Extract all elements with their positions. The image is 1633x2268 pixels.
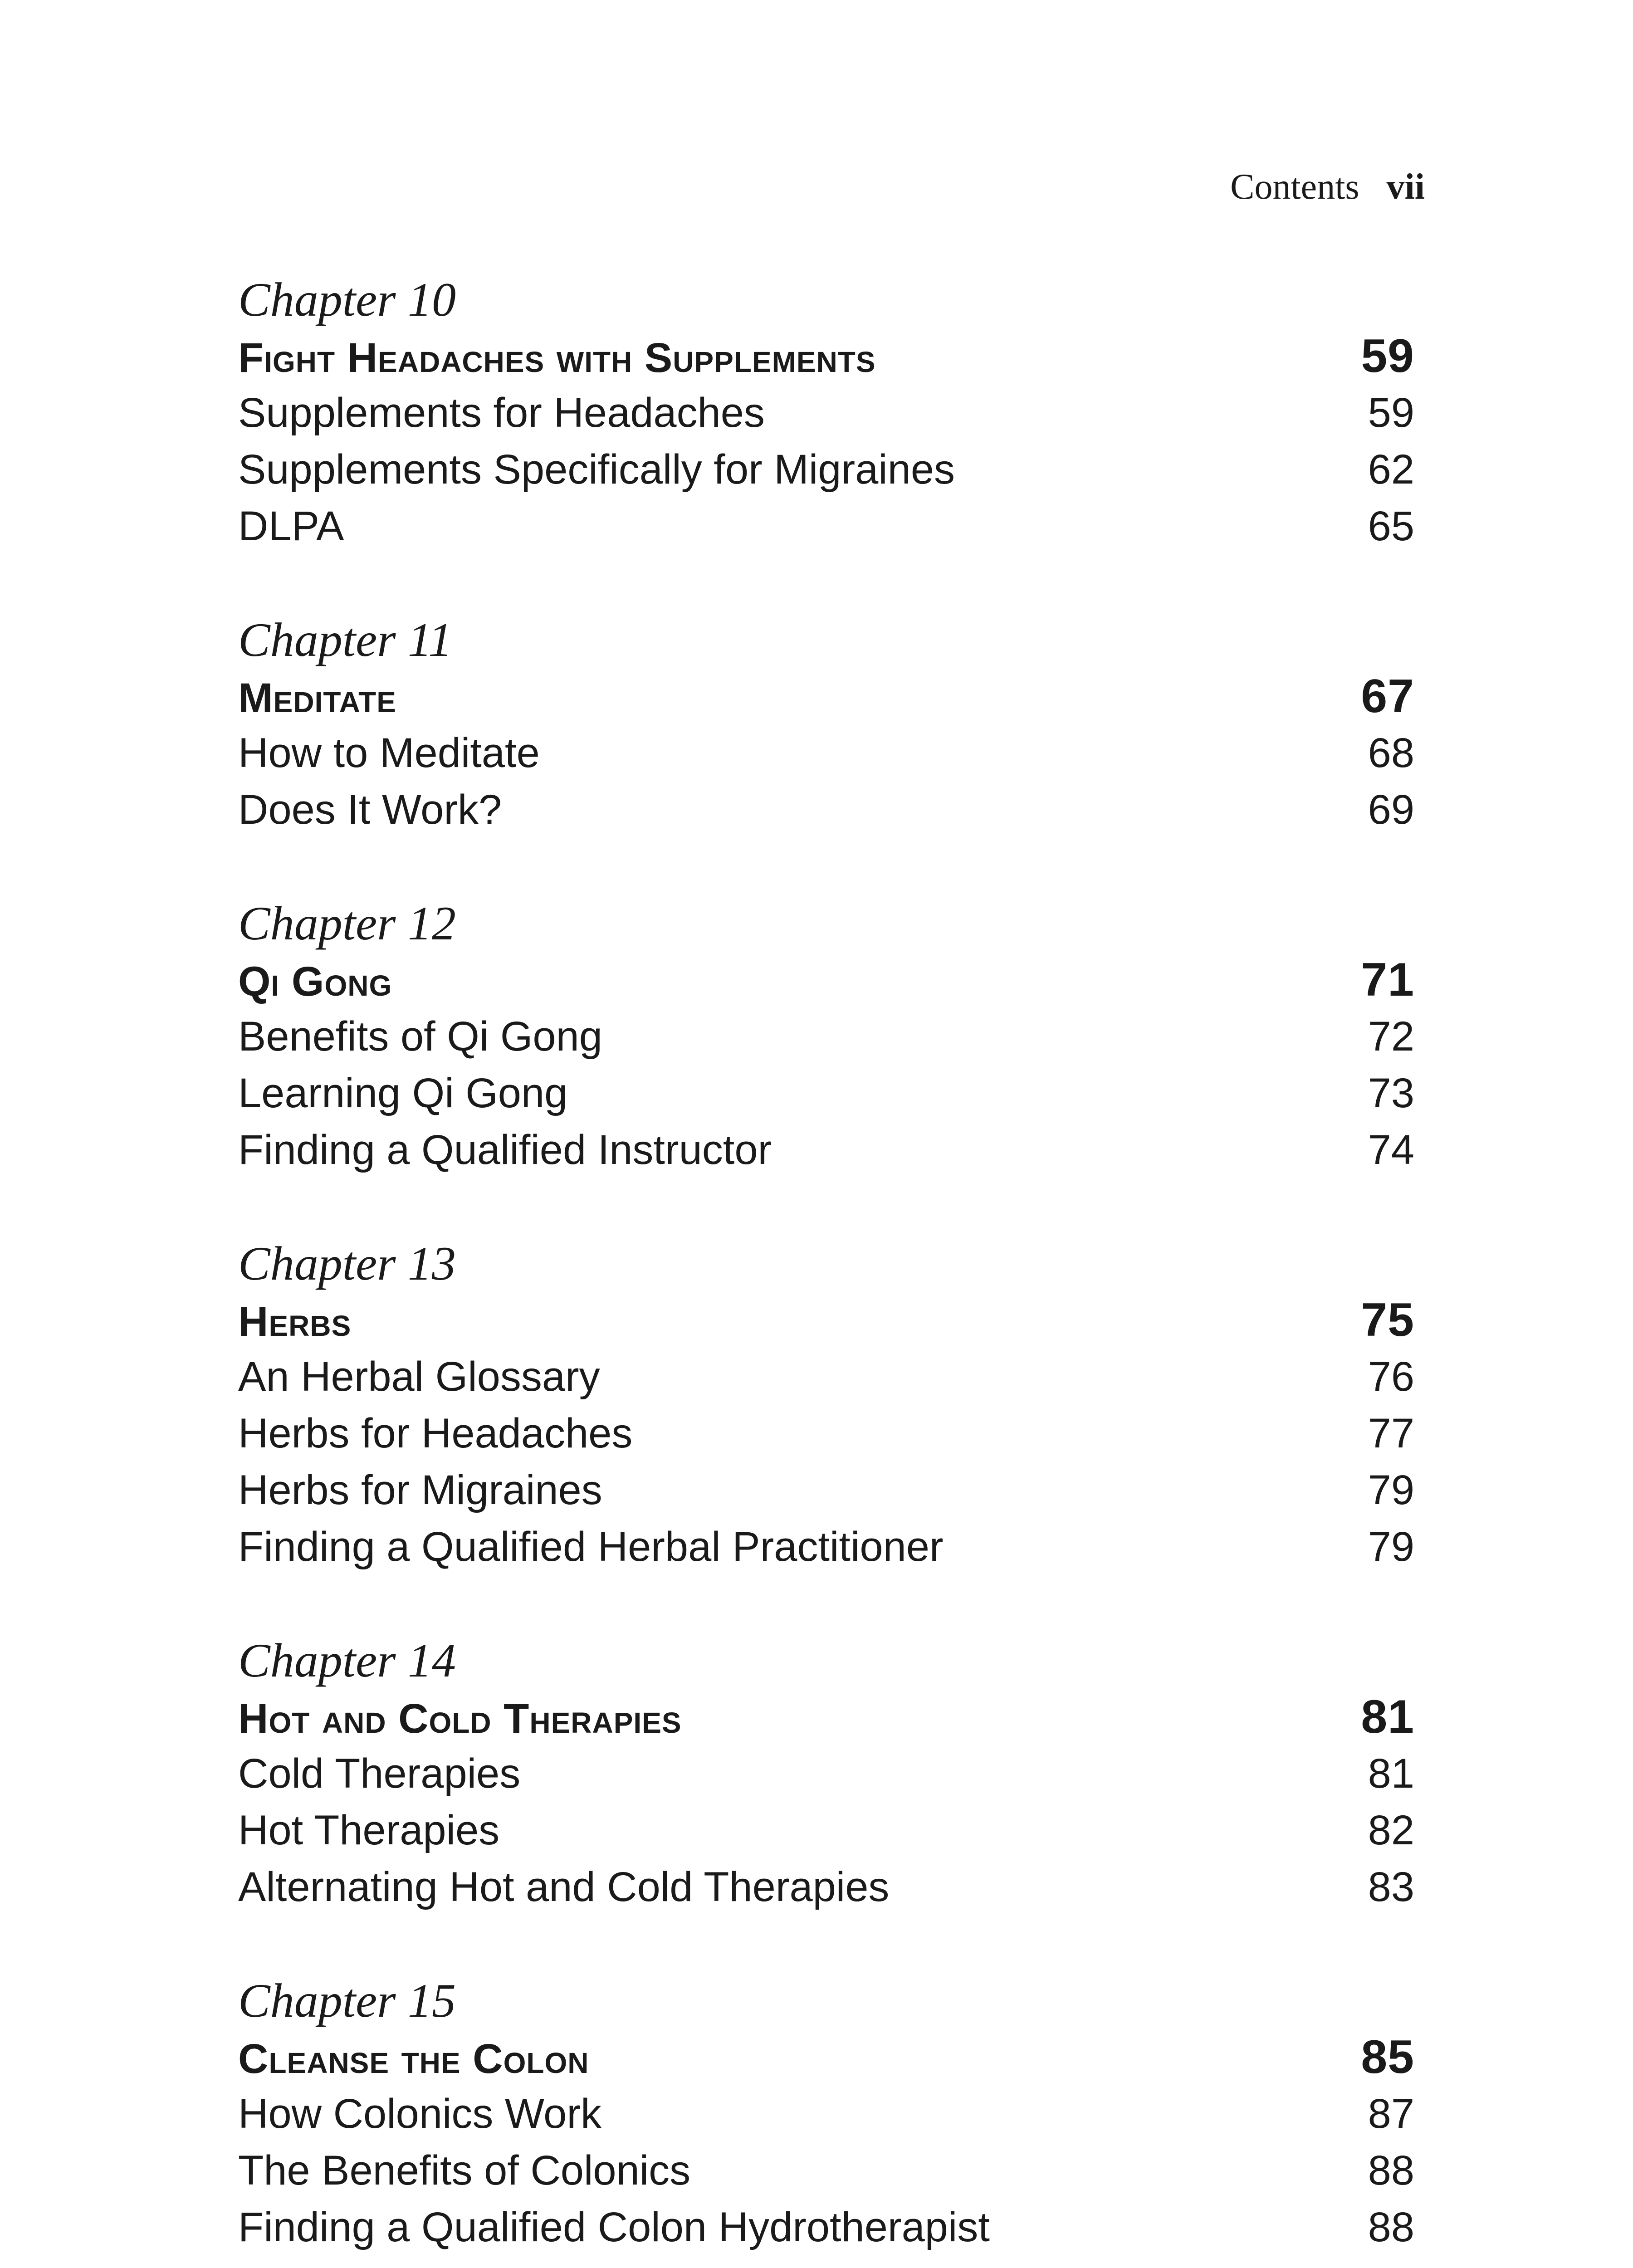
- chapter-title-row[interactable]: [238, 668, 1414, 725]
- toc-entry[interactable]: [238, 2142, 1414, 2199]
- toc-entry[interactable]: [238, 2199, 1414, 2256]
- entry-text: Hot Therapies: [238, 1807, 500, 1853]
- toc-entry[interactable]: [238, 1802, 1414, 1859]
- chapter-label: Chapter 13: [238, 1237, 456, 1290]
- chapter-title: Cleanse the Colon: [238, 2036, 589, 2082]
- entry-page-number: 59: [1368, 390, 1414, 436]
- chapter-title-row[interactable]: [238, 2029, 1414, 2086]
- toc-entry[interactable]: [238, 1462, 1414, 1519]
- entry-text: Cold Therapies: [238, 1750, 521, 1797]
- entry-text: DLPA: [238, 503, 344, 549]
- toc-entry[interactable]: [238, 498, 1414, 555]
- entry-text: Herbs for Headaches: [238, 1410, 633, 1457]
- chapter-title: Qi Gong: [238, 958, 392, 1005]
- chapter-section: [238, 1632, 1414, 1916]
- chapter-page-number: 59: [1361, 330, 1414, 382]
- chapter-section: [238, 271, 1414, 555]
- chapter-title-row[interactable]: [238, 1689, 1414, 1745]
- chapter-title-row[interactable]: [238, 328, 1414, 385]
- entry-text: How Colonics Work: [238, 2091, 601, 2137]
- toc-entry[interactable]: [238, 1008, 1414, 1065]
- entry-text: Herbs for Migraines: [238, 1467, 602, 1513]
- toc-entry[interactable]: [238, 782, 1414, 838]
- toc-entry[interactable]: [238, 1859, 1414, 1916]
- toc-entry[interactable]: [238, 385, 1414, 441]
- toc-entry[interactable]: [238, 2086, 1414, 2142]
- chapter-label: Chapter 11: [238, 613, 453, 666]
- entry-page-number: 88: [1368, 2147, 1414, 2194]
- chapter-section: [238, 1235, 1414, 1575]
- chapter-section: [238, 611, 1414, 838]
- toc-entry[interactable]: [238, 725, 1414, 782]
- chapter-page-number: 81: [1361, 1691, 1414, 1743]
- entry-page-number: 68: [1368, 730, 1414, 776]
- entry-page-number: 82: [1368, 1807, 1414, 1853]
- chapter-label: Chapter 15: [238, 1974, 456, 2027]
- entry-page-number: 72: [1368, 1013, 1414, 1060]
- entry-page-number: 88: [1368, 2204, 1414, 2250]
- chapter-label: Chapter 14: [238, 1634, 456, 1687]
- entry-page-number: 79: [1368, 1467, 1414, 1513]
- chapter-page-number: 67: [1361, 670, 1414, 723]
- toc-entry[interactable]: [238, 441, 1414, 498]
- chapter-section: [238, 895, 1414, 1178]
- entry-text: Benefits of Qi Gong: [238, 1013, 602, 1060]
- toc-entry[interactable]: [238, 1745, 1414, 1802]
- entry-page-number: 62: [1368, 446, 1414, 493]
- toc-entry[interactable]: [238, 1405, 1414, 1462]
- entry-text: Alternating Hot and Cold Therapies: [238, 1864, 890, 1910]
- table-of-contents: [238, 271, 1414, 2268]
- toc-entry[interactable]: [238, 1349, 1414, 1405]
- chapter-label: Chapter 10: [238, 273, 456, 326]
- entry-page-number: 79: [1368, 1524, 1414, 1570]
- page-folio: vii: [1386, 167, 1425, 207]
- chapter-page-number: 75: [1361, 1294, 1414, 1346]
- entry-text: An Herbal Glossary: [238, 1354, 600, 1400]
- entry-text: The Benefits of Colonics: [238, 2147, 691, 2194]
- entry-text: Finding a Qualified Colon Hydrotherapist: [238, 2204, 990, 2250]
- chapter-title: Herbs: [238, 1299, 352, 1345]
- entry-text: Supplements Specifically for Migraines: [238, 446, 955, 493]
- chapter-page-number: 71: [1361, 953, 1414, 1006]
- entry-text: How to Meditate: [238, 730, 540, 776]
- chapter-page-number: 85: [1361, 2031, 1414, 2083]
- entry-page-number: 76: [1368, 1354, 1414, 1400]
- chapter-title: Meditate: [238, 675, 396, 721]
- chapter-label: Chapter 12: [238, 897, 456, 950]
- entry-text: Does It Work?: [238, 787, 502, 833]
- chapter-title-row[interactable]: [238, 952, 1414, 1008]
- entry-text: Finding a Qualified Herbal Practitioner: [238, 1524, 944, 1570]
- entry-page-number: 74: [1368, 1127, 1414, 1173]
- running-head-section: Contents: [1230, 167, 1359, 207]
- entry-page-number: 77: [1368, 1410, 1414, 1457]
- entry-text: Finding a Qualified Instructor: [238, 1127, 772, 1173]
- running-head: [1230, 164, 1425, 210]
- entry-page-number: 73: [1368, 1070, 1414, 1116]
- toc-entry[interactable]: [238, 1519, 1414, 1575]
- entry-page-number: 81: [1368, 1750, 1414, 1797]
- entry-page-number: 69: [1368, 787, 1414, 833]
- entry-page-number: 83: [1368, 1864, 1414, 1910]
- entry-page-number: 65: [1368, 503, 1414, 549]
- toc-entry[interactable]: [238, 1122, 1414, 1178]
- entry-text: Learning Qi Gong: [238, 1070, 568, 1116]
- toc-entry[interactable]: [238, 1065, 1414, 1122]
- chapter-title: Hot and Cold Therapies: [238, 1696, 682, 1742]
- chapter-title: Fight Headaches with Supplements: [238, 335, 876, 381]
- chapter-title-row[interactable]: [238, 1292, 1414, 1349]
- chapter-section: [238, 1972, 1414, 2256]
- entry-text: Supplements for Headaches: [238, 390, 765, 436]
- entry-page-number: 87: [1368, 2091, 1414, 2137]
